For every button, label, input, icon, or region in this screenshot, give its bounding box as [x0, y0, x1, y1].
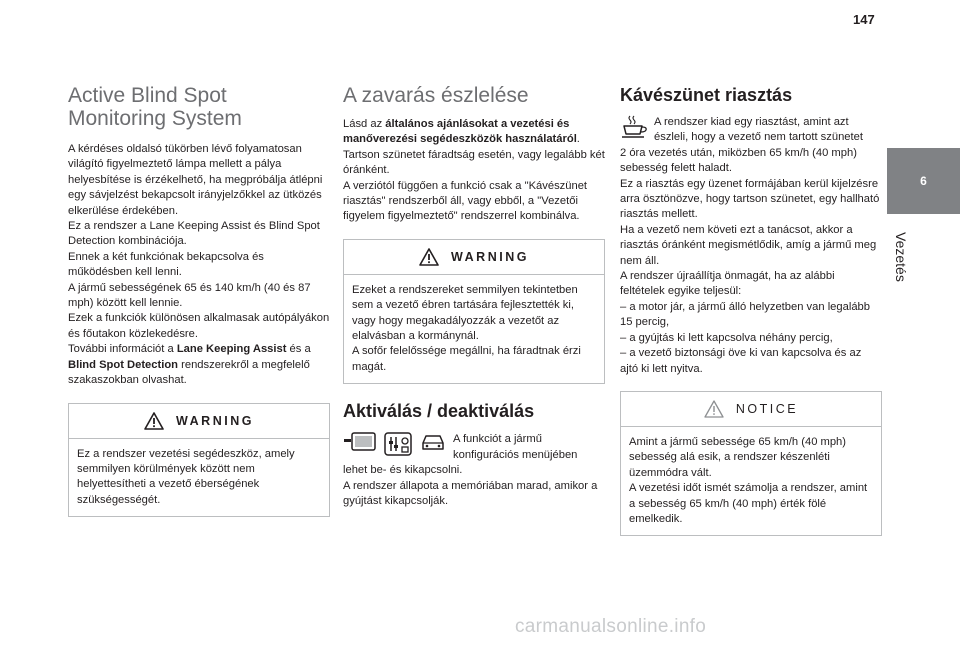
paragraph: 2 óra vezetés után, miközben 65 km/h (40 mph) sebesség felett haladt. — [620, 146, 857, 175]
column-active-blind-spot — [68, 80, 330, 517]
notice-header — [621, 392, 881, 427]
column-coffee-break-alert — [620, 80, 882, 536]
warning-triangle-icon — [419, 248, 439, 266]
column-distraction-detection — [343, 80, 605, 509]
notice-label: NOTICE — [735, 401, 799, 416]
section-title-distraction: A zavarás észlelése — [343, 84, 529, 107]
section-title-active-blind-spot: Active Blind Spot Monitoring System — [68, 84, 242, 130]
warning-header — [344, 240, 604, 275]
warning-text: Ezeket a rendszereket semmilyen tekintetben sem a vezető ébren tartására fejlesztették ki, vagy hogy megakadályozzák a vezetőt az elalvásban a kormánynál. — [352, 283, 578, 343]
paragraph: Ez a riasztás egy üzenet formájában kerül kijelzésre arra ösztönözve, hogy tartson szünetet, egy hallható riasztás mellett. — [620, 177, 880, 221]
notice-text: Amint a jármű sebessége 65 km/h (40 mph) sebesség alá esik, a rendszer készenléti üzemmódra vált. — [629, 435, 847, 479]
warning-box — [343, 239, 605, 384]
paragraph: A rendszer állapota a memóriában marad, amikor a gyújtást kikapcsolják. — [343, 479, 598, 507]
paragraph: A jármű sebességének 65 és 140 km/h (40 és 87 mph) között kell lennie. — [68, 281, 311, 310]
warning-box — [68, 403, 330, 518]
notice-text: A vezetési időt ismét számolja a rendszer, amint a sebesség 65 km/h (40 mph) érték fölé emelkedik. — [629, 482, 868, 525]
paragraph: A verziótól függően a funkció csak a "Kávészünet riasztás" rendszerből áll, vagy ebből, a "Vezetői figyelem figyelmeztető" rendszerrel kombinálva. — [343, 179, 588, 223]
watermark: carmanualsonline.info — [515, 616, 707, 637]
paragraph: Ha a vezető nem követi ezt a tanácsot, akkor a riasztás óránként megismétlődik, amíg a jármű meg nem áll. — [620, 223, 877, 267]
car-icon — [419, 431, 447, 453]
warning-text: Ez a rendszer vezetési segédeszköz, amely semmilyen körülmények között nem helyettesítheti a vezető éberségének szükségességét. — [77, 447, 295, 506]
section-title-activation: Aktiválás / deaktiválás — [343, 401, 535, 422]
warning-text: A sofőr felelőssége megállni, ha fáradtnak érzi magát. — [352, 345, 581, 373]
coffee-break-intro — [620, 115, 882, 146]
activation-row — [343, 431, 605, 463]
chapter-number: 6 — [920, 174, 927, 188]
paragraph: Tartson szünetet fáradtság esetén, vagy legalább két óránként. — [343, 148, 605, 177]
activation-text: A funkciót a jármű konfigurációs menüjében — [453, 433, 578, 461]
notice-box — [620, 391, 882, 536]
chapter-label: Vezetés — [893, 232, 909, 282]
page-number: 147 — [853, 12, 875, 27]
list-item: – a vezető biztonsági öve ki van kapcsolva és az ajtó ki lett nyitva. — [620, 347, 862, 375]
warning-triangle-icon — [144, 412, 164, 430]
warning-label: WARNING — [176, 413, 254, 428]
warning-label: WARNING — [451, 249, 529, 264]
list-item: – a gyújtás ki lett kapcsolva néhány percig, — [620, 331, 833, 344]
touchscreen-menu-icon — [343, 431, 377, 453]
chapter-tab[interactable] — [887, 148, 960, 214]
notice-triangle-icon — [704, 400, 724, 418]
paragraph: A kérdéses oldalsó tükörben lévő folyamatosan világító figyelmeztető lámpa mellett a pálya helyesbítése is érzékelhető, ha megpróbálja átlépni egy sávjelzést bekapcsolt irányjelzőkkel az ütközés elkerülése érdekében. — [68, 143, 323, 217]
paragraph: További információt a Lane Keeping Assist és a Blind Spot Detection rendszerekről a megfelelő szakaszokban olvashat. — [68, 343, 311, 387]
paragraph: Ennek a két funkciónak bekapcsolva és működésben kell lenni. — [68, 250, 264, 279]
coffee-cup-icon — [620, 115, 648, 139]
vehicle-settings-icon — [383, 431, 413, 457]
list-item: – a motor jár, a jármű álló helyzetben van legalább 15 percig, — [620, 300, 871, 329]
paragraph: Lásd az általános ajánlásokat a vezetési és manőverezési segédeszközök használatáról. — [343, 118, 580, 146]
warning-header — [69, 404, 329, 439]
paragraph: Ez a rendszer a Lane Keeping Assist és Blind Spot Detection kombinációja. — [68, 220, 320, 248]
paragraph: lehet be- és kikapcsolni. — [343, 464, 463, 477]
coffee-break-intro-text: A rendszer kiad egy riasztást, amint azt észleli, hogy a vezető nem tartott szünetet — [654, 116, 863, 144]
paragraph: A rendszer újraállítja önmagát, ha az alábbi feltételek egyike teljesül: — [620, 270, 835, 298]
paragraph: Ezek a funkciók különösen alkalmasak autópályákon és főutakon közlekedésre. — [68, 312, 330, 340]
section-title-coffee-break: Kávészünet riasztás — [620, 85, 793, 105]
